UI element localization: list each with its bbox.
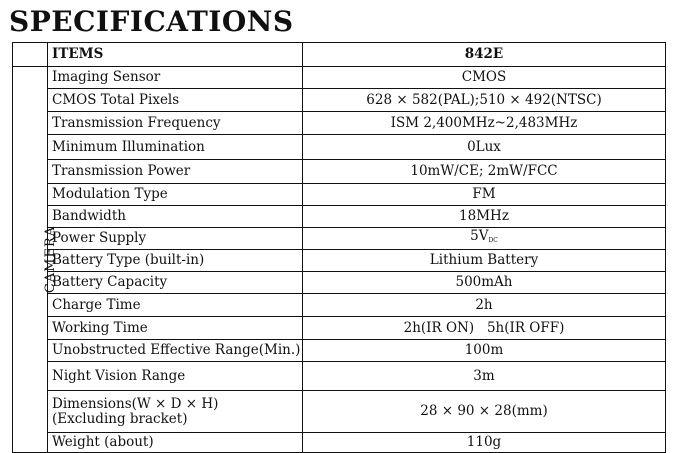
- row-value: 28 × 90 × 28(mm): [303, 391, 666, 433]
- row-item: Transmission Frequency: [48, 112, 303, 135]
- row-value: 2h(IR ON) 5h(IR OFF): [303, 317, 666, 340]
- table-row: [13, 317, 666, 340]
- row-value: 18MHz: [303, 206, 666, 228]
- row-item: Unobstructed Effective Range(Min.): [48, 340, 303, 362]
- row-item: Battery Capacity: [48, 272, 303, 294]
- row-item: Imaging Sensor: [48, 67, 303, 89]
- row-value: 100m: [303, 340, 666, 362]
- row-value: [303, 228, 666, 250]
- row-value: 10mW/CE; 2mW/FCC: [303, 160, 666, 184]
- dimensions-label: Dimensions(W × D × H): [52, 395, 219, 412]
- table-row: [13, 340, 666, 362]
- row-value: 500mAh: [303, 272, 666, 294]
- row-item: Night Vision Range: [48, 362, 303, 391]
- row-item: CMOS Total Pixels: [48, 89, 303, 112]
- row-item: Modulation Type: [48, 184, 303, 206]
- row-item: Working Time: [48, 317, 303, 340]
- row-value: 628 × 582(PAL);510 × 492(NTSC): [303, 89, 666, 112]
- row-value: 2h: [303, 294, 666, 317]
- table-row: [13, 362, 666, 391]
- power-supply-value: 5V: [470, 228, 489, 244]
- row-value: Lithium Battery: [303, 250, 666, 272]
- dimensions-note: (Excluding bracket): [52, 410, 188, 427]
- row-item: [48, 391, 303, 433]
- row-item: Power Supply: [48, 228, 303, 250]
- row-value: FM: [303, 184, 666, 206]
- row-item: Charge Time: [48, 294, 303, 317]
- table-row: [13, 250, 666, 272]
- row-value: CMOS: [303, 67, 666, 89]
- section-cell: [13, 67, 59, 453]
- table-row: [13, 112, 666, 135]
- row-value: 3m: [303, 362, 666, 391]
- header-blank-cell: [13, 43, 48, 67]
- table-row: [13, 206, 666, 228]
- row-item: Bandwidth: [48, 206, 303, 228]
- table-row: [13, 391, 666, 433]
- header-items: ITEMS: [48, 43, 303, 67]
- table-header-row: [13, 43, 666, 67]
- section-label-camera: CAMERA: [43, 225, 59, 294]
- row-item: Transmission Power: [48, 160, 303, 184]
- table-row: [13, 272, 666, 294]
- table-row: [13, 433, 666, 453]
- table-row: [13, 135, 666, 160]
- row-value: 0Lux: [303, 135, 666, 160]
- table-row: [13, 294, 666, 317]
- row-item: Minimum Illumination: [48, 135, 303, 160]
- row-item: Battery Type (built-in): [48, 250, 303, 272]
- table-row: [13, 89, 666, 112]
- page-title: SPECIFICATIONS: [9, 5, 294, 38]
- row-value: ISM 2,400MHz~2,483MHz: [303, 112, 666, 135]
- specifications-table: [12, 42, 666, 453]
- table-row: [13, 67, 666, 89]
- header-model: 842E: [303, 43, 666, 67]
- power-supply-subscript: DC: [488, 237, 498, 244]
- table-row: [13, 160, 666, 184]
- row-item: Weight (about): [48, 433, 303, 453]
- table-row: [13, 228, 666, 250]
- row-value: 110g: [303, 433, 666, 453]
- table-row: [13, 184, 666, 206]
